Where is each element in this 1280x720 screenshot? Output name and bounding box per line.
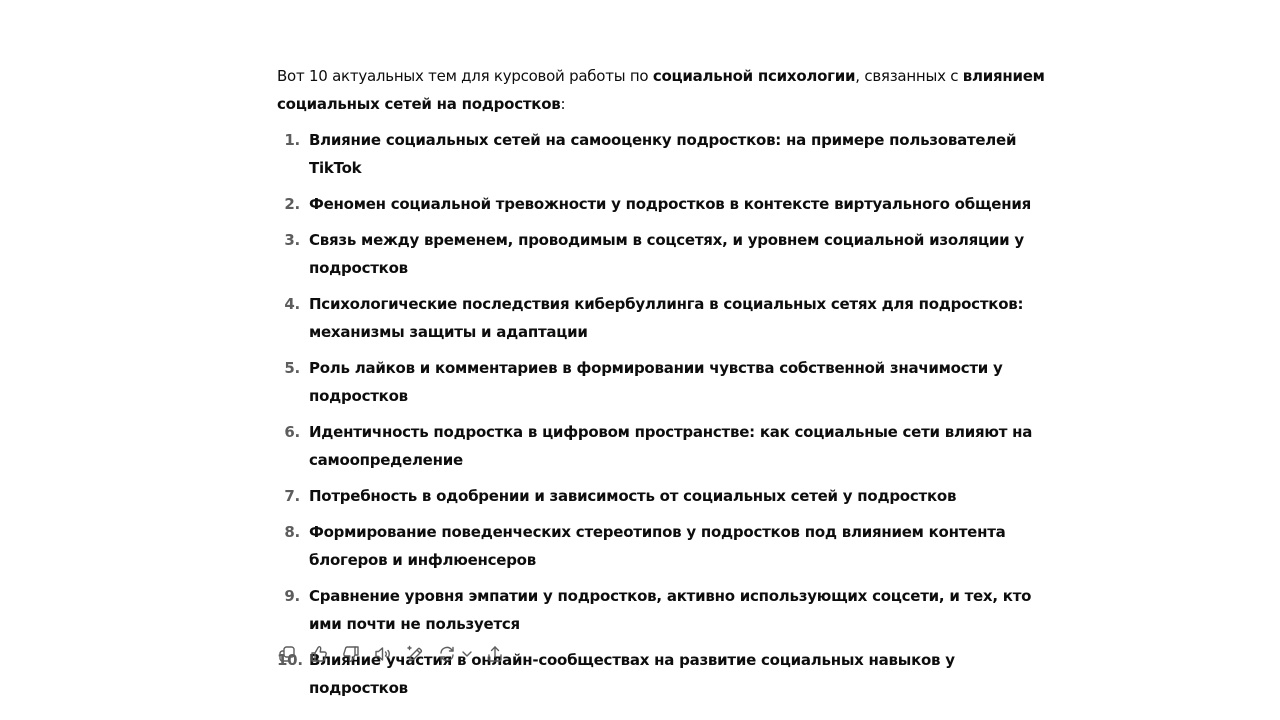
edit-button[interactable]: [404, 643, 426, 665]
thumbs-down-button[interactable]: [340, 643, 362, 665]
intro-text-1: Вот 10 актуальных тем для курсовой работы по: [277, 67, 653, 85]
list-item: [277, 190, 1047, 218]
copy-icon: [277, 644, 297, 664]
list-item-text: Феномен социальной тревожности у подростков в контексте виртуального общения: [309, 195, 1031, 213]
list-item-text: Потребность в одобрении и зависимость от социальных сетей у подростков: [309, 487, 957, 505]
list-number: 4.: [284, 295, 300, 313]
list-item-text: Влияние участия в онлайн-сообществах на развитие социальных навыков у подростков: [309, 651, 955, 697]
list-item: [277, 290, 1047, 346]
thumbs-up-button[interactable]: [308, 643, 330, 665]
list-item: [277, 226, 1047, 282]
list-item: [277, 518, 1047, 574]
list-number: 10.: [277, 651, 303, 669]
list-item-text: Психологические последствия кибербуллинга в социальных сетях для подростков: механизмы защиты и адаптации: [309, 295, 1024, 341]
list-number: 8.: [284, 523, 300, 541]
share-button[interactable]: [484, 643, 506, 665]
copy-button[interactable]: [276, 643, 298, 665]
list-number: 7.: [284, 487, 300, 505]
list-item: [277, 418, 1047, 474]
list-item-text: Связь между временем, проводимым в соцсетях, и уровнем социальной изоляции у подростков: [309, 231, 1024, 277]
list-item-text: Влияние социальных сетей на самооценку подростков: на примере пользователей TikTok: [309, 131, 1017, 177]
list-item: [277, 582, 1047, 638]
thumbs-up-icon: [309, 644, 329, 664]
refresh-icon: [437, 644, 457, 664]
topics-list: [277, 126, 1047, 702]
intro-paragraph: [277, 62, 1047, 118]
list-item-text: Идентичность подростка в цифровом пространстве: как социальные сети влияют на самоопределение: [309, 423, 1033, 469]
regenerate-group: [436, 643, 474, 665]
list-number: 6.: [284, 423, 300, 441]
thumbs-down-icon: [341, 644, 361, 664]
list-number: 2.: [284, 195, 300, 213]
list-number: 5.: [284, 359, 300, 377]
list-item: [277, 354, 1047, 410]
list-item-text: Роль лайков и комментариев в формировании чувства собственной значимости у подростков: [309, 359, 1003, 405]
read-aloud-button[interactable]: [372, 643, 394, 665]
list-item-text: Формирование поведенческих стереотипов у подростков под влиянием контента блогеров и инфлюенсеров: [309, 523, 1006, 569]
intro-bold-1: социальной психологии: [652, 67, 856, 85]
regenerate-button[interactable]: [436, 643, 458, 665]
message-actions-bar: [276, 642, 516, 666]
list-number: 3.: [284, 231, 300, 249]
assistant-message: [277, 62, 1047, 710]
list-number: 1.: [284, 131, 300, 149]
pencil-sparkle-icon: [405, 644, 425, 664]
intro-text-3: :: [560, 95, 566, 113]
list-item-text: Сравнение уровня эмпатии у подростков, активно использующих соцсети, и тех, кто ими почти не пользуется: [309, 587, 1032, 633]
share-icon: [485, 644, 505, 664]
list-item: [277, 126, 1047, 182]
intro-text-2: , связанных с: [855, 67, 963, 85]
intro-bold-2: влиянием социальных сетей на подростков: [277, 67, 1045, 113]
list-item: [277, 482, 1047, 510]
list-number: 9.: [284, 587, 300, 605]
chevron-down-icon[interactable]: [460, 647, 474, 661]
speaker-icon: [373, 644, 393, 664]
